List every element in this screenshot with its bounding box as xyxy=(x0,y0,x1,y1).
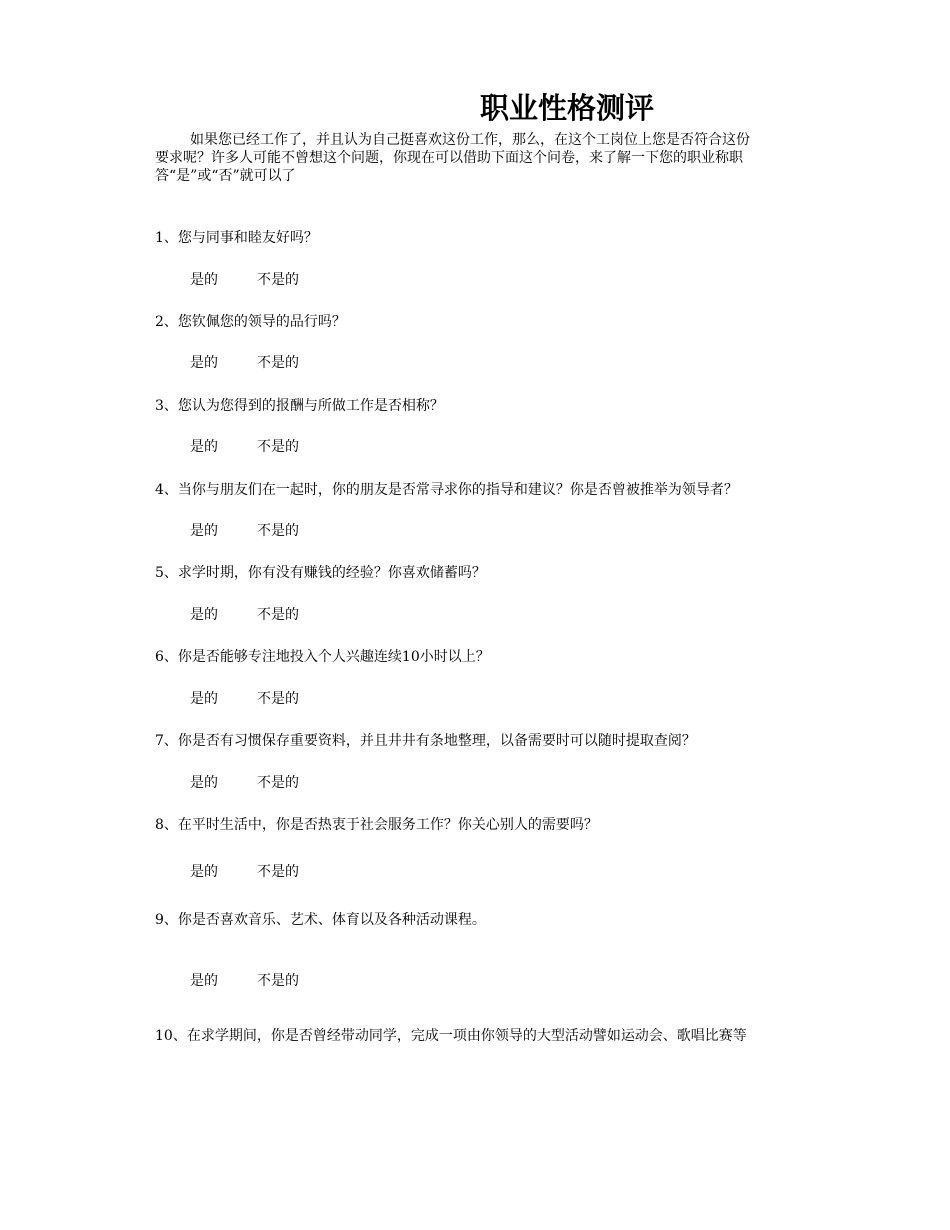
page-title: 职业性格测评 xyxy=(480,91,655,125)
answer-options-3 xyxy=(190,437,299,457)
intro-line-2: 要求呢？许多人可能不曾想这个问题，你现在可以借助下面这个问卷，来了解一下您的职业称职 xyxy=(155,150,743,166)
question-4: 4、当你与朋友们在一起时，你的朋友是否常寻求你的指导和建议？你是否曾被推举为领导者？ xyxy=(155,482,738,498)
option-yes[interactable]: 是的 xyxy=(190,973,218,989)
option-yes[interactable]: 是的 xyxy=(190,607,218,623)
option-no[interactable]: 不是的 xyxy=(257,272,299,288)
intro-line-3: 答“是”或“否”就可以了 xyxy=(155,168,296,184)
option-no[interactable]: 不是的 xyxy=(257,775,299,791)
answer-options-2 xyxy=(190,353,299,373)
option-yes[interactable]: 是的 xyxy=(190,439,218,455)
question-1: 1、您与同事和睦友好吗？ xyxy=(155,230,318,246)
answer-options-8 xyxy=(190,862,299,882)
question-3: 3、您认为您得到的报酬与所做工作是否相称？ xyxy=(155,398,444,414)
answer-options-9 xyxy=(190,971,299,991)
option-yes[interactable]: 是的 xyxy=(190,864,218,880)
option-no[interactable]: 不是的 xyxy=(257,439,299,455)
intro-line-1: 如果您已经工作了，并且认为自己挺喜欢这份工作，那么，在这个工岗位上您是否符合这份 xyxy=(190,132,750,148)
option-yes[interactable]: 是的 xyxy=(190,355,218,371)
answer-options-6 xyxy=(190,689,299,709)
question-10: 10、在求学期间，你是否曾经带动同学，完成一项由你领导的大型活动譬如运动会、歌唱比赛等 xyxy=(155,1028,747,1044)
option-no[interactable]: 不是的 xyxy=(257,607,299,623)
option-no[interactable]: 不是的 xyxy=(257,691,299,707)
option-yes[interactable]: 是的 xyxy=(190,691,218,707)
option-no[interactable]: 不是的 xyxy=(257,973,299,989)
question-7: 7、你是否有习惯保存重要资料，并且井井有条地整理，以备需要时可以随时提取查阅？ xyxy=(155,733,696,749)
option-no[interactable]: 不是的 xyxy=(257,864,299,880)
option-no[interactable]: 不是的 xyxy=(257,355,299,371)
answer-options-5 xyxy=(190,605,299,625)
question-2: 2、您钦佩您的领导的品行吗？ xyxy=(155,314,346,330)
option-yes[interactable]: 是的 xyxy=(190,272,218,288)
question-8: 8、在平时生活中，你是否热衷于社会服务工作？你关心别人的需要吗？ xyxy=(155,817,598,833)
option-yes[interactable]: 是的 xyxy=(190,523,218,539)
answer-options-1 xyxy=(190,270,299,290)
option-yes[interactable]: 是的 xyxy=(190,775,218,791)
question-5: 5、求学时期，你有没有赚钱的经验？你喜欢储蓄吗？ xyxy=(155,565,486,581)
answer-options-4 xyxy=(190,521,299,541)
question-9: 9、你是否喜欢音乐、艺术、体育以及各种活动课程。 xyxy=(155,912,486,928)
question-6: 6、你是否能够专注地投入个人兴趣连续10小时以上？ xyxy=(155,649,490,665)
answer-options-7 xyxy=(190,773,299,793)
option-no[interactable]: 不是的 xyxy=(257,523,299,539)
